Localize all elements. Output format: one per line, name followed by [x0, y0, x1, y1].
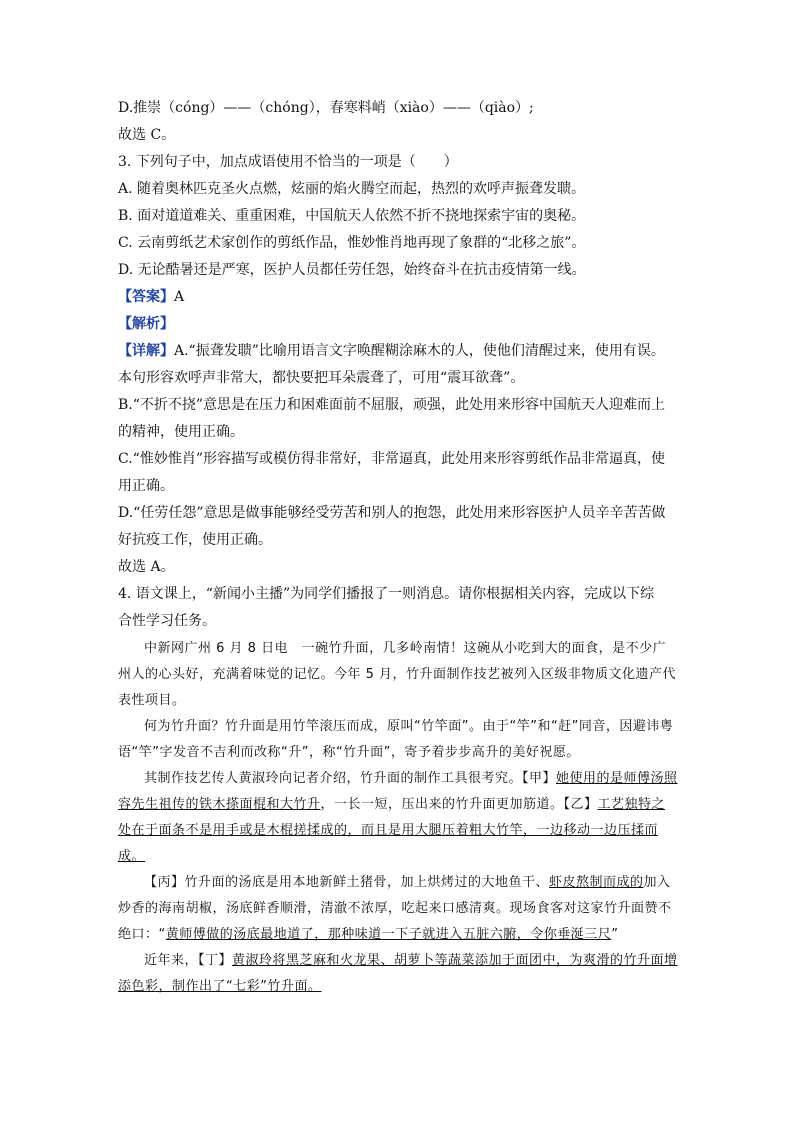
passage-paragraph-2: 何为竹升面？竹升面是用竹竿滚压而成，原叫“竹竿面”。由于“竿”和“赶”同音，因避讳粤语“竿”字发音不吉利而改称“升”，称“竹升面”，寄予着步步高升的美好祝愿。 — [118, 719, 674, 760]
p5-underlined: 黄淑玲将黑芝麻和火龙果、胡萝卜等蔬菜添加于面团中，为爽滑的竹升面增添色彩，制作出了“七彩”竹升面。 — [118, 953, 678, 994]
passage-paragraph-1: 中新网广州 6 月 8 日电 一碗竹升面，几多岭南情！这碗从小吃到大的面食，是不少广州人的心头好，充满着味觉的记忆。今年 5 月，竹升面制作技艺被列入区级非物质文化遗产代表性项目。 — [118, 641, 677, 708]
p3-text-a: 其制作技艺传人黄淑玲向记者介绍，竹升面的制作工具很考究。【甲】 — [144, 771, 557, 786]
text-line: C. 云南剪纸艺术家创作的剪纸作品，惟妙惟肖地再现了象群的“北移之旅”。 — [118, 235, 586, 251]
section-label: 【详解】 — [118, 343, 174, 359]
text-line: D.“任劳任怨”意思是做事能够经受劳苦和别人的抱怨，此处用来形容医护人员辛辛苦苦做 — [118, 505, 666, 521]
text-line: 4. 语文课上，“新闻小主播”为同学们播报了一则消息。请你根据相关内容，完成以下综 — [118, 586, 655, 602]
p4-text-a: 【丙】竹升面的汤底是用本地新鲜土猪骨，加上烘烤过的大地鱼干、 — [144, 875, 550, 890]
text-line: C.“惟妙惟肖”形容描写或模仿得非常好，非常逼真，此处用来形容剪纸作品非常逼真，使 — [118, 451, 665, 467]
p4-underlined-a: 虾皮熬制而成的 — [549, 875, 644, 890]
text-line: A. 随着奥林匹克圣火点燃，炫丽的焰火腾空而起，热烈的欢呼声振聋发聩。 — [118, 181, 586, 197]
p3-underlined-b: 工艺独特之处在于面条不是用手或是木棍搓揉成的，而且是用大腿压着粗大竹竿，一边移动一边压揉而成。 — [118, 797, 666, 864]
text-line: B. 面对道道难关、重重困难，中国航天人依然不折不挠地探索宇宙的奥秘。 — [118, 208, 586, 224]
text-line: 的精神，使用正确。 — [118, 424, 244, 440]
p3-text-b: ，一长一短，压出来的竹升面更加筋道。【乙】 — [320, 797, 598, 812]
text-line: 用正确。 — [118, 478, 174, 494]
p4-text-b: 加入炒香的海南胡椒，汤底鲜香顺滑，清澈不浓厚，吃起来口感清爽。现场食客对这家竹升面赞不绝口：“ — [118, 875, 672, 942]
text-line: B.“不折不挠”意思是在压力和困难面前不屈服，顽强，此处用来形容中国航天人迎难而上 — [118, 397, 666, 413]
text-line: 故选 C。 — [118, 127, 176, 143]
p4-underlined-b: 黄师傅做的汤底最地道了，那种味道一下子就进入五脏六腑，令你垂涎三尺 — [165, 927, 612, 942]
text-line: D. 无论酷暑还是严寒，医护人员都任劳任怨，始终奋斗在抗击疫情第一线。 — [118, 262, 586, 278]
passage-paragraph-5 — [118, 948, 678, 1000]
passage-paragraph-4 — [118, 870, 678, 948]
p4-text-c: ” — [611, 927, 619, 942]
text-line: 故选 A。 — [118, 559, 175, 575]
section-label: 【解析】 — [118, 316, 174, 332]
text-line: 好抗疫工作，使用正确。 — [118, 532, 272, 548]
text-line: D.推崇（cóng）——（chóng），春寒料峭（xiào）——（qiào）; — [118, 100, 534, 116]
passage-paragraph-3 — [118, 766, 678, 870]
text-line: 【答案】A — [118, 289, 185, 305]
text-line: 本句形容欢呼声非常大，都快要把耳朵震聋了，可用“震耳欲聋”。 — [118, 370, 525, 386]
section-label: 【答案】 — [118, 289, 174, 305]
news-passage — [118, 636, 678, 1000]
text-line: 3. 下列句子中，加点成语使用不恰当的一项是（ ） — [118, 154, 458, 170]
p3-underlined-a: 她使用的是师傅汤照容先生祖传的铁木搽面棍和大竹升 — [118, 771, 678, 812]
p5-text-a: 近年来，【丁】 — [144, 953, 233, 968]
text-line: 【详解】A.“振聋发聩”比喻用语言文字唤醒糊涂麻木的人，使他们清醒过来，使用有误。 — [118, 343, 665, 359]
text-line — [118, 314, 678, 334]
text-line: 合性学习任务。 — [118, 613, 216, 629]
